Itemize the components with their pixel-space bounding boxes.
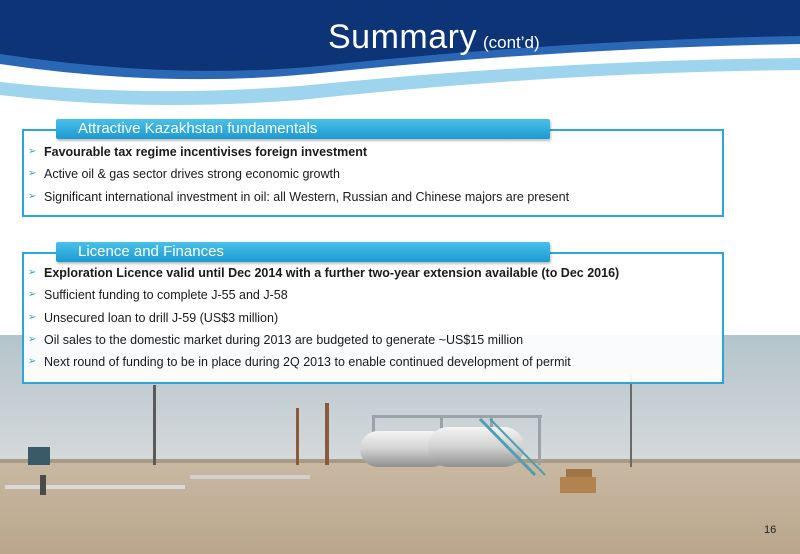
bullet-text: Favourable tax regime incentivises foreign investment (44, 145, 368, 159)
bullet-text: Next round of funding to be in place during 2Q 2013 to enable continued development of permit (44, 355, 571, 370)
arrow-bullet-icon: ➢ (28, 333, 37, 345)
list-item (28, 307, 619, 329)
title-main: Summary (328, 18, 477, 56)
page-title (328, 18, 540, 57)
arrow-bullet-icon: ➢ (28, 146, 37, 157)
section-heading-licence: Licence and Finances (56, 242, 550, 262)
bullet-text: Exploration Licence valid until Dec 2014 with a further two-year extension available (to Dec 2016) (44, 266, 620, 280)
bullet-text: Sufficient funding to complete J-55 and J-58 (44, 288, 288, 303)
list-item (28, 262, 619, 284)
bullet-text: Unsecured loan to drill J-59 (US$3 million) (44, 310, 279, 325)
page-number: 16 (764, 524, 777, 536)
list-item (28, 163, 569, 185)
bullet-text: Active oil & gas sector drives strong economic growth (44, 167, 340, 182)
title-subtitle: (cont’d) (482, 33, 540, 52)
section-heading-kazakhstan: Attractive Kazakhstan fundamentals (56, 119, 550, 139)
arrow-bullet-icon: ➢ (28, 356, 37, 368)
list-item (28, 284, 619, 306)
list-item (28, 329, 619, 351)
arrow-bullet-icon: ➢ (28, 190, 37, 202)
arrow-bullet-icon: ➢ (28, 311, 37, 323)
arrow-bullet-icon: ➢ (28, 267, 37, 278)
arrow-bullet-icon: ➢ (28, 289, 37, 301)
bullet-list-kazakhstan (28, 141, 569, 208)
bullet-text: Oil sales to the domestic market during 2013 are budgeted to generate ~US$15 million (44, 332, 524, 347)
bullet-list-licence (28, 262, 619, 373)
list-item (28, 186, 569, 208)
list-item (28, 141, 569, 163)
arrow-bullet-icon: ➢ (28, 168, 37, 180)
list-item (28, 351, 619, 373)
bullet-text: Significant international investment in oil: all Western, Russian and Chinese majors are present (44, 189, 570, 204)
